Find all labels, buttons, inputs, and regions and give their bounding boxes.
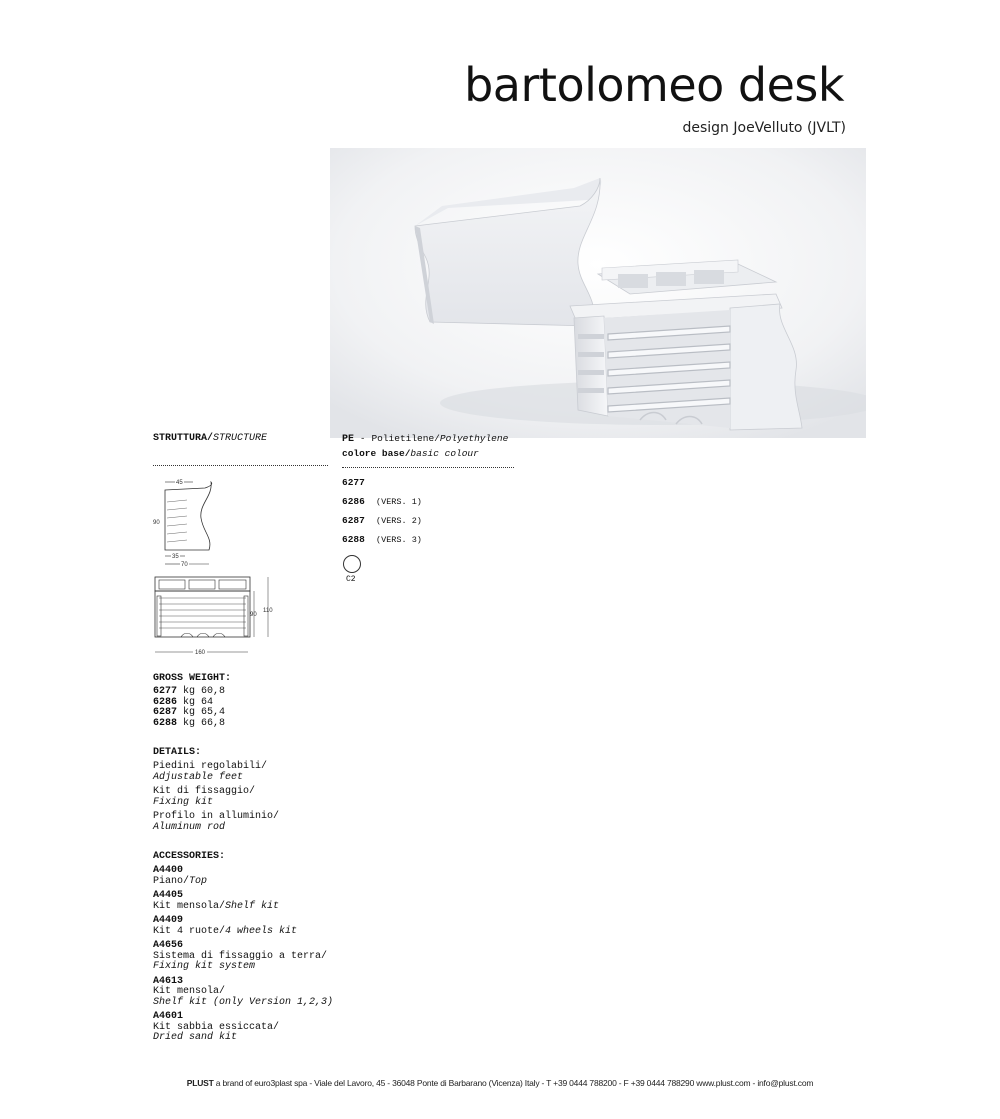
code-row: 6286 (VERS. 1) <box>342 496 422 507</box>
side-view-drawing <box>153 478 223 570</box>
dim-90-front: 90 <box>250 612 257 618</box>
structure-heading: STRUTTURA/STRUCTURE <box>153 433 268 444</box>
details-title: DETAILS: <box>153 747 202 758</box>
dim-160: 160 <box>195 650 206 656</box>
accessory-item: A4405 Kit mensola/Shelf kit <box>153 890 280 912</box>
product-codes <box>342 477 514 553</box>
dim-35: 35 <box>172 554 179 560</box>
weight-row: 6277 kg 60,8 <box>153 686 226 697</box>
left-column <box>153 432 328 466</box>
accessories-list <box>153 866 353 1044</box>
accessory-item: A4601 Kit sabbia essiccata/ Dried sand kit <box>153 1011 280 1043</box>
accessory-item: A4400 Piano/Top <box>153 865 208 887</box>
detail-item: Kit di fissaggio/ Fixing kit <box>153 786 256 808</box>
details-list <box>153 762 353 833</box>
dim-110: 110 <box>263 608 273 614</box>
front-view-drawing <box>153 574 278 660</box>
designer-credit: design JoeVelluto (JVLT) <box>682 120 846 136</box>
divider <box>342 467 514 468</box>
detail-item: Profilo in alluminio/ Aluminum rod <box>153 811 280 833</box>
accessory-item: A4409 Kit 4 ruote/4 wheels kit <box>153 915 298 937</box>
material-column <box>342 432 514 584</box>
footer-text: a brand of euro3plast spa - Viale del Lavoro, 45 - 36048 Ponte di Barbarano (Vicenza) Italy - T +39 0444 788200 - F +39 0444 788290 www.plust.com - info@plust.com <box>213 1078 814 1088</box>
accessory-item: A4656 Sistema di fissaggio a terra/ Fixing kit system <box>153 940 328 972</box>
dim-90: 90 <box>153 520 160 526</box>
dim-45: 45 <box>176 480 183 486</box>
accessories-title: ACCESSORIES: <box>153 851 226 862</box>
product-title: bartolomeo desk <box>464 58 844 112</box>
detail-item: Piedini regolabili/ Adjustable feet <box>153 761 268 783</box>
footer <box>0 1078 1000 1088</box>
swatch-label: C2 <box>346 575 356 584</box>
divider <box>153 465 328 466</box>
colour-heading: colore base/basic colour <box>342 448 479 459</box>
dim-70: 70 <box>181 562 188 568</box>
weight-row: 6288 kg 66,8 <box>153 717 226 729</box>
code-row: 6287 (VERS. 2) <box>342 515 422 526</box>
gross-weight-rows <box>153 687 353 729</box>
weight-row: 6286 kg 64 <box>153 696 214 708</box>
colour-swatch <box>343 555 361 573</box>
gross-weight-title: GROSS WEIGHT: <box>153 673 232 684</box>
specs-list <box>153 672 353 1044</box>
accessory-item: A4613 Kit mensola/ Shelf kit (only Version 1,2,3) <box>153 975 334 1008</box>
code-row: 6288 (VERS. 3) <box>342 534 422 545</box>
product-photo <box>330 148 866 438</box>
material-heading: PE - Polietilene/Polyethylene <box>342 433 509 445</box>
weight-row: 6287 kg 65,4 <box>153 707 226 718</box>
code-row: 6277 <box>342 477 365 488</box>
footer-brand: PLUST <box>186 1078 214 1088</box>
